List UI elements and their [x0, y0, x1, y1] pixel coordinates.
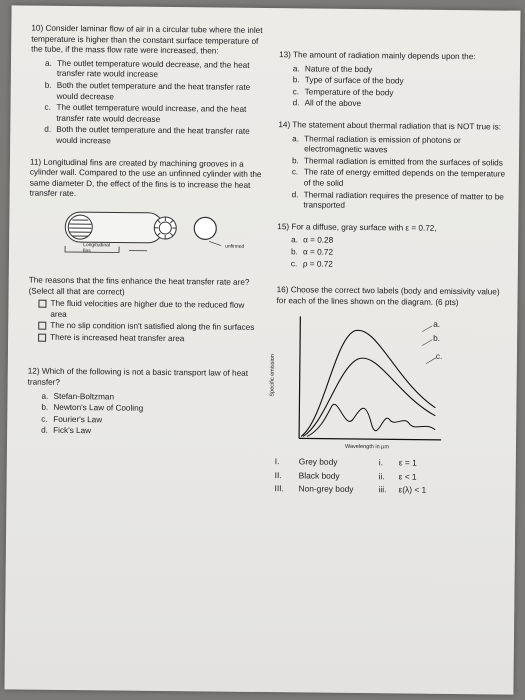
q10-option-b[interactable]: b. Both the outlet temperature and the heat transfer rate would decrease	[44, 80, 251, 101]
q16-stem: 16) Choose the correct two labels (body and emissivity value) for each of the lines shown on the diagram. (6 pts)	[276, 285, 500, 307]
question-15	[277, 222, 505, 272]
curve-a	[301, 330, 436, 438]
q15-option-c[interactable]: c. ρ = 0.72	[290, 258, 333, 269]
q14-option-c[interactable]: c. The rate of energy emitted depends on the temperature of the solid	[291, 167, 506, 188]
diagram-xlabel: Wavelength in μm	[344, 444, 389, 451]
value-eps-1: ε = 1	[398, 457, 417, 468]
q12-option-a[interactable]: a. Stefan-Boltzman	[41, 391, 115, 402]
body-grey: Grey body	[298, 456, 338, 468]
right-column	[269, 50, 507, 498]
q10-stem: 10) Consider laminar flow of air in a circular tube where the inlet temperature is higher than the constant surface temperature of the tube, if the mass flow rate were increased, then:	[31, 23, 263, 56]
q10-option-d[interactable]: d. Both the outlet temperature and the heat transfer rate would increase	[44, 125, 250, 146]
match-table: I. Grey body i. ε = 1 II. Black body ii. ε < 1 III. Non-grey body iii. ε(λ) < 1	[274, 456, 502, 496]
q12-option-b[interactable]: b. Newton's Law of Cooling	[41, 402, 144, 414]
fig-label-longitudinal: Longitudinal fins	[82, 242, 111, 255]
checkbox[interactable]	[38, 300, 46, 308]
q12-options	[27, 391, 259, 439]
q14-option-a[interactable]: a. Thermal radiation is emission of photons or electromagnetic waves	[292, 133, 461, 155]
value-eps-lambda: ε(λ) < 1	[398, 484, 427, 496]
left-column	[27, 24, 263, 441]
body-nongrey: Non-grey body	[298, 483, 354, 495]
body-black: Black body	[298, 470, 340, 481]
q13-stem: 13) The amount of radiation mainly depends upon the:	[279, 50, 476, 62]
q12-stem: 12) Which of the following is not a basic transport law of heat transfer?	[27, 367, 249, 387]
curve-label-c: c.	[435, 352, 443, 362]
q14-option-b[interactable]: b. Thermal radiation is emitted from the surfaces of solids	[291, 156, 503, 168]
q12-option-c[interactable]: c. Fourier's Law	[41, 414, 103, 425]
curve-label-b: b.	[433, 334, 441, 344]
question-14	[277, 120, 506, 213]
emission-curves	[275, 310, 444, 452]
q11-prompt: The reasons that the fins enhance the heat transfer rate are? (Select all that are correct)	[28, 275, 250, 297]
fig-label-unfinned: unfinned	[225, 243, 245, 250]
emission-diagram	[269, 310, 444, 452]
q10-options	[30, 58, 263, 148]
q15-stem: 15) For a diffuse, gray surface with ε = 0.72,	[277, 221, 437, 233]
curve-c	[307, 404, 435, 438]
q13-option-b[interactable]: b. Type of surface of the body	[292, 75, 404, 86]
q15-options	[277, 235, 505, 271]
question-10	[30, 24, 263, 149]
question-16	[269, 285, 504, 496]
q13-option-a[interactable]: a. Nature of the body	[292, 63, 373, 74]
curve-label-a: a.	[433, 320, 441, 330]
q14-option-d[interactable]: d. Thermal radiation requires the presence of matter to be transported	[291, 189, 504, 210]
q15-option-a[interactable]: a. α = 0.28	[291, 235, 334, 246]
q10-option-a[interactable]: a. The outlet temperature would decrease, and the heat transfer rate would increase	[44, 58, 250, 80]
checkbox[interactable]	[38, 334, 46, 342]
q14-options	[277, 134, 506, 214]
checkbox[interactable]	[38, 322, 46, 330]
fins-figure	[29, 205, 262, 263]
value-eps-lt-1: ε < 1	[398, 471, 417, 482]
question-11	[28, 157, 262, 345]
fins-diagram	[29, 205, 262, 263]
q14-stem: 14) The statement about thermal radiation that is NOT true is:	[278, 120, 502, 132]
q11-check-3[interactable]: There is increased heat transfer area	[38, 333, 260, 346]
q11-check-2[interactable]: The no slip condition isn't satisfied along the fin surfaces	[38, 321, 260, 334]
q13-option-d[interactable]: d. All of the above	[292, 98, 362, 109]
q15-option-b[interactable]: b. α = 0.72	[290, 247, 334, 257]
q11-checklist	[28, 299, 260, 346]
q12-option-d[interactable]: d. Fick's Law	[41, 426, 92, 436]
q10-option-c[interactable]: c. The outlet temperature would increase, and the heat transfer rate would decrease	[44, 102, 247, 124]
exam-sheet	[4, 5, 520, 694]
q13-option-c[interactable]: c. Temperature of the body	[292, 87, 394, 98]
q11-check-1[interactable]: The fluid velocities are higher due to the reduced flow area	[38, 299, 260, 323]
q11-stem: 11) Longitudinal fins are created by machining grooves in a cylinder wall. Compared to the use an unfinned cylinder with the same diameter D, the effect of the fins is to increase the heat transfer rate.	[29, 157, 262, 199]
diagram-ylabel: Specific emission	[269, 354, 276, 397]
question-12	[27, 367, 260, 439]
q13-options	[279, 64, 507, 112]
question-13	[279, 50, 508, 111]
